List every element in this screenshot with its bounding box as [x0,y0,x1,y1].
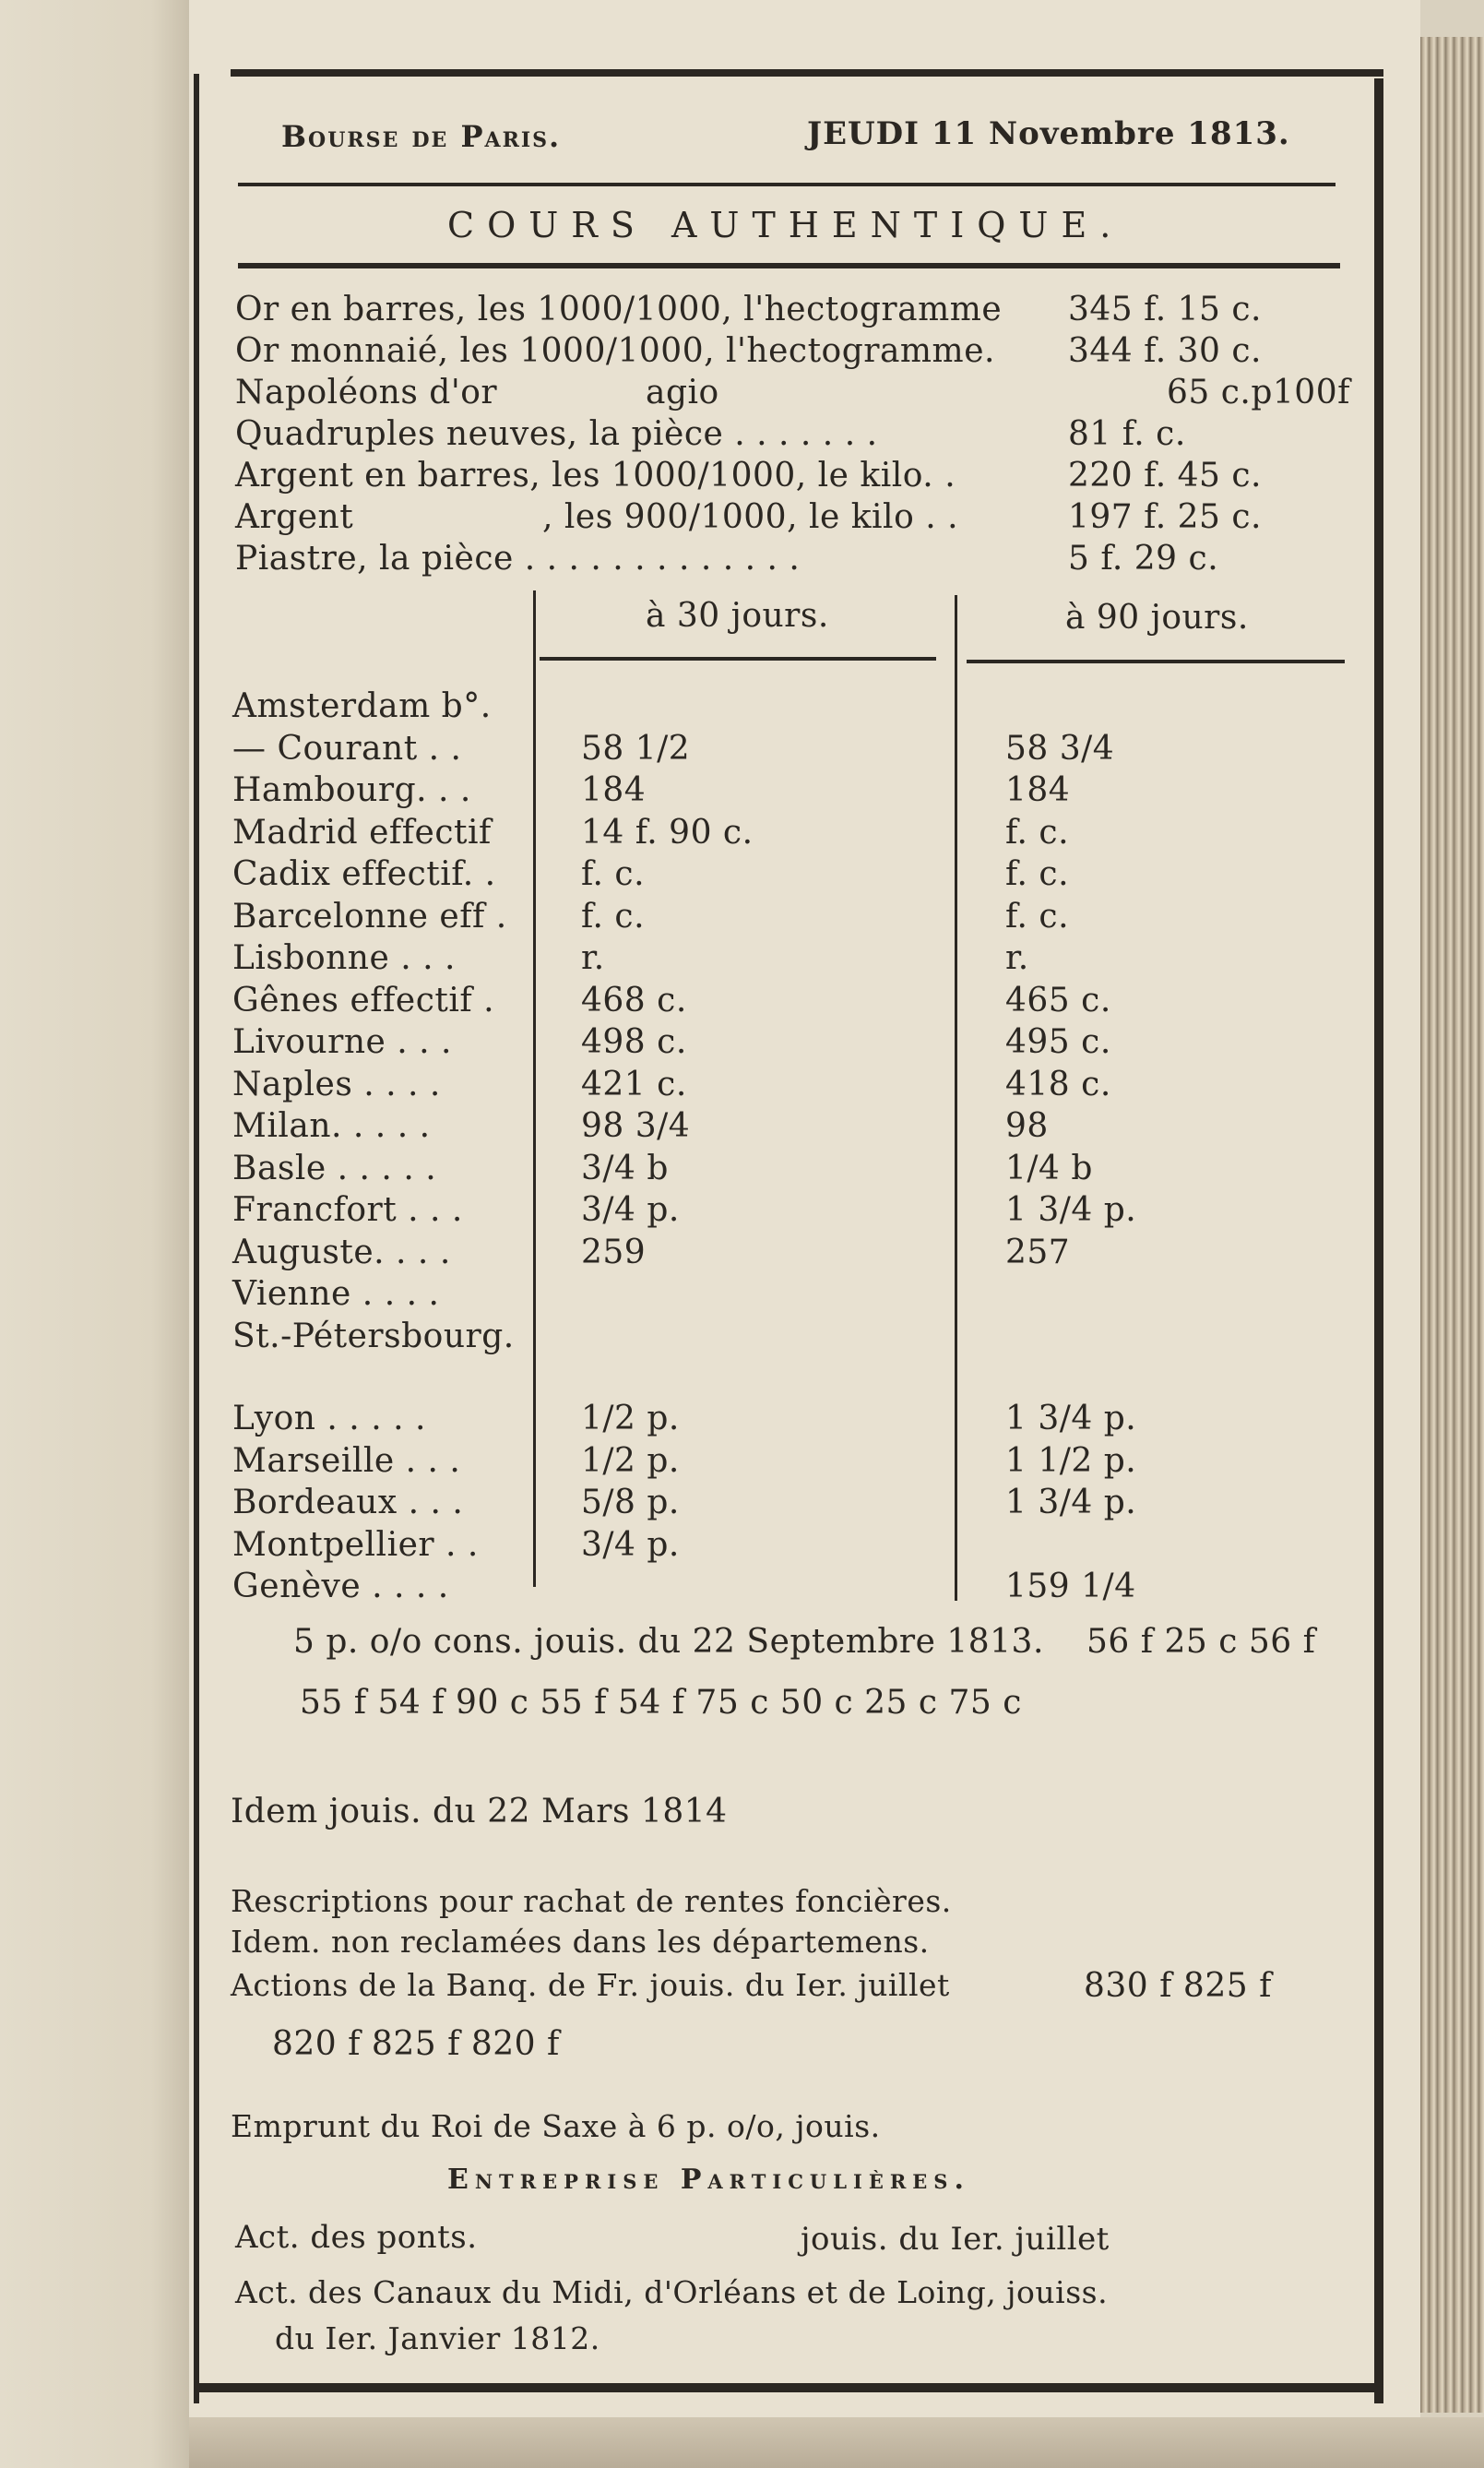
exchange-30-value: 3/4 p. [581,1525,680,1564]
exchange-place: St.-Pétersbourg. [232,1317,515,1355]
metal-value: 5 f. 29 c. [1068,540,1219,578]
act-ponts-jouis: jouis. du Ier. juillet [801,2221,1110,2258]
exchange-place: Cadix effectif. . [232,855,496,893]
exchange-30-value: 3/4 b [581,1149,669,1187]
exchange-place: Amsterdam b°. [232,687,492,725]
metal-label: Quadruples neuves, la pièce . . . . . . . [235,415,878,453]
exchange-place: Genève . . . . [232,1568,449,1605]
rule-90 [967,660,1345,663]
metal-value: 344 f. 30 c. [1068,332,1262,370]
exchange-place: Milan. . . . . [232,1107,431,1145]
page-edges [1420,37,1484,2413]
metal-value: 197 f. 25 c. [1068,498,1262,536]
exchange-place: Auguste. . . . [232,1233,451,1271]
metal-label: Argent [235,498,354,536]
act-canaux-date: du Ier. Janvier 1812. [275,2320,600,2356]
exchange-place: Basle . . . . . [232,1149,437,1187]
exchange-place: — Courant . . [232,729,462,768]
exchange-30-value: 14 f. 90 c. [581,813,754,852]
exchange-place: Vienne . . . . [232,1275,440,1313]
exchange-place: Hambourg. . . [232,771,471,809]
exchange-place: Francfort . . . [232,1191,463,1229]
exchange-90-value: f. c. [1005,897,1070,936]
act-ponts: Act. des ponts. [235,2219,478,2256]
rentes-values: 56 f 25 c 56 f [1086,1623,1316,1661]
exchange-place: Montpellier . . [232,1525,479,1564]
act-canaux: Act. des Canaux du Midi, d'Orléans et de Loing, jouiss. [235,2274,1109,2310]
exchange-place: Madrid effectif [232,813,492,852]
exchange-90-value: 1 1/2 p. [1005,1441,1137,1480]
exchange-30-value: 5/8 p. [581,1484,680,1521]
exchange-90-value: 58 3/4 [1005,729,1115,768]
exchange-30-value: 184 [581,771,647,809]
rule-header [238,183,1336,186]
rentes-values-2: 55 f 54 f 90 c 55 f 54 f 75 c 50 c 25 c 75 c [300,1684,1022,1722]
facing-page [0,0,189,2468]
exchange-90-value: 1 3/4 p. [1005,1191,1137,1229]
exchange-30-value: f. c. [581,897,646,936]
exchange-30-value: 259 [581,1233,647,1271]
actions-banque: Actions de la Banq. de Fr. jouis. du Ier. juillet [231,1967,950,2003]
metal-label: Argent en barres, les 1000/1000, le kilo. . [235,457,956,495]
exchange-place: Gênes effectif . [232,981,495,1019]
header-90-jours: à 90 jours. [1065,599,1249,637]
page-edges-bottom [189,2417,1484,2468]
metal-label: Or monnaié, les 1000/1000, l'hectogramme. [235,332,995,370]
actions-values: 830 f 825 f [1084,1967,1272,2005]
header-30-jours: à 30 jours. [646,597,829,635]
exchange-90-value: 98 [1005,1107,1049,1145]
exchange-90-value: f. c. [1005,855,1070,893]
exchange-30-value: 498 c. [581,1023,687,1061]
exchange-90-value: 159 1/4 [1005,1568,1136,1605]
exchange-90-value: 1 3/4 p. [1005,1484,1137,1521]
exchange-30-value: f. c. [581,855,646,893]
exchange-90-value: 184 [1005,771,1071,809]
exchange-30-value: r. [581,939,605,977]
metal-detail: , les 900/1000, le kilo . . [542,498,959,536]
exchange-place: Livourne . . . [232,1023,452,1061]
header-bourse: Bourse de Paris. [281,119,562,154]
border-top [231,69,1383,77]
exchange-90-value: 465 c. [1005,981,1111,1019]
exchange-30-value: 3/4 p. [581,1191,680,1229]
exchange-30-value: 1/2 p. [581,1441,680,1480]
metal-value: 220 f. 45 c. [1068,457,1262,495]
metal-label: Napoléons d'or [235,374,498,411]
exchange-place: Bordeaux . . . [232,1484,464,1521]
exchange-90-value: 1 3/4 p. [1005,1400,1137,1437]
rentes-line: 5 p. o/o cons. jouis. du 22 Septembre 1813. [293,1623,1044,1661]
exchange-30-value: 98 3/4 [581,1107,691,1145]
border-bottom [198,2383,1383,2392]
exchange-90-value: 1/4 b [1005,1149,1093,1187]
exchange-90-value: r. [1005,939,1029,977]
rentes-idem: Idem jouis. du 22 Mars 1814 [231,1793,728,1830]
rule-title [238,263,1340,268]
exchange-30-value: 468 c. [581,981,687,1019]
metal-value: 65 c.p100f [1167,374,1350,411]
metal-label: Piastre, la pièce . . . . . . . . . . . . . [235,540,801,578]
exchange-90-value: 418 c. [1005,1065,1111,1103]
exchange-90-value: 257 [1005,1233,1071,1271]
exchange-place: Lyon . . . . . [232,1400,426,1437]
exchange-place: Lisbonne . . . [232,939,456,977]
exchange-place: Barcelonne eff . [232,897,507,936]
header-date: JEUDI 11 Novembre 1813. [807,115,1290,152]
metal-label: Or en barres, les 1000/1000, l'hectogramme [235,291,1003,328]
section-entreprises: Entreprise Particulières. [447,2164,970,2196]
column-divider-right [955,595,957,1601]
exchange-30-value: 421 c. [581,1065,687,1103]
exchange-90-value: f. c. [1005,813,1070,852]
rescriptions: Rescriptions pour rachat de rentes foncières. [231,1883,952,1919]
page-title: COURS AUTHENTIQUE. [447,205,1124,245]
exchange-90-value: 495 c. [1005,1023,1111,1061]
column-divider-left [533,590,536,1587]
metal-value: 345 f. 15 c. [1068,291,1262,328]
exchange-30-value: 1/2 p. [581,1400,680,1437]
rule-30 [540,657,936,661]
actions-values-2: 820 f 825 f 820 f [272,2025,560,2063]
exchange-place: Naples . . . . [232,1065,441,1103]
border-right [1374,78,1383,2403]
exchange-30-value: 58 1/2 [581,729,691,768]
metal-detail: agio [646,374,719,411]
emprunt-saxe: Emprunt du Roi de Saxe à 6 p. o/o, jouis. [231,2108,881,2144]
idem-non-reclamees: Idem. non reclamées dans les départemens. [231,1924,930,1960]
border-left [194,74,199,2403]
exchange-place: Marseille . . . [232,1441,461,1480]
metal-value: 81 f. c. [1068,415,1186,453]
